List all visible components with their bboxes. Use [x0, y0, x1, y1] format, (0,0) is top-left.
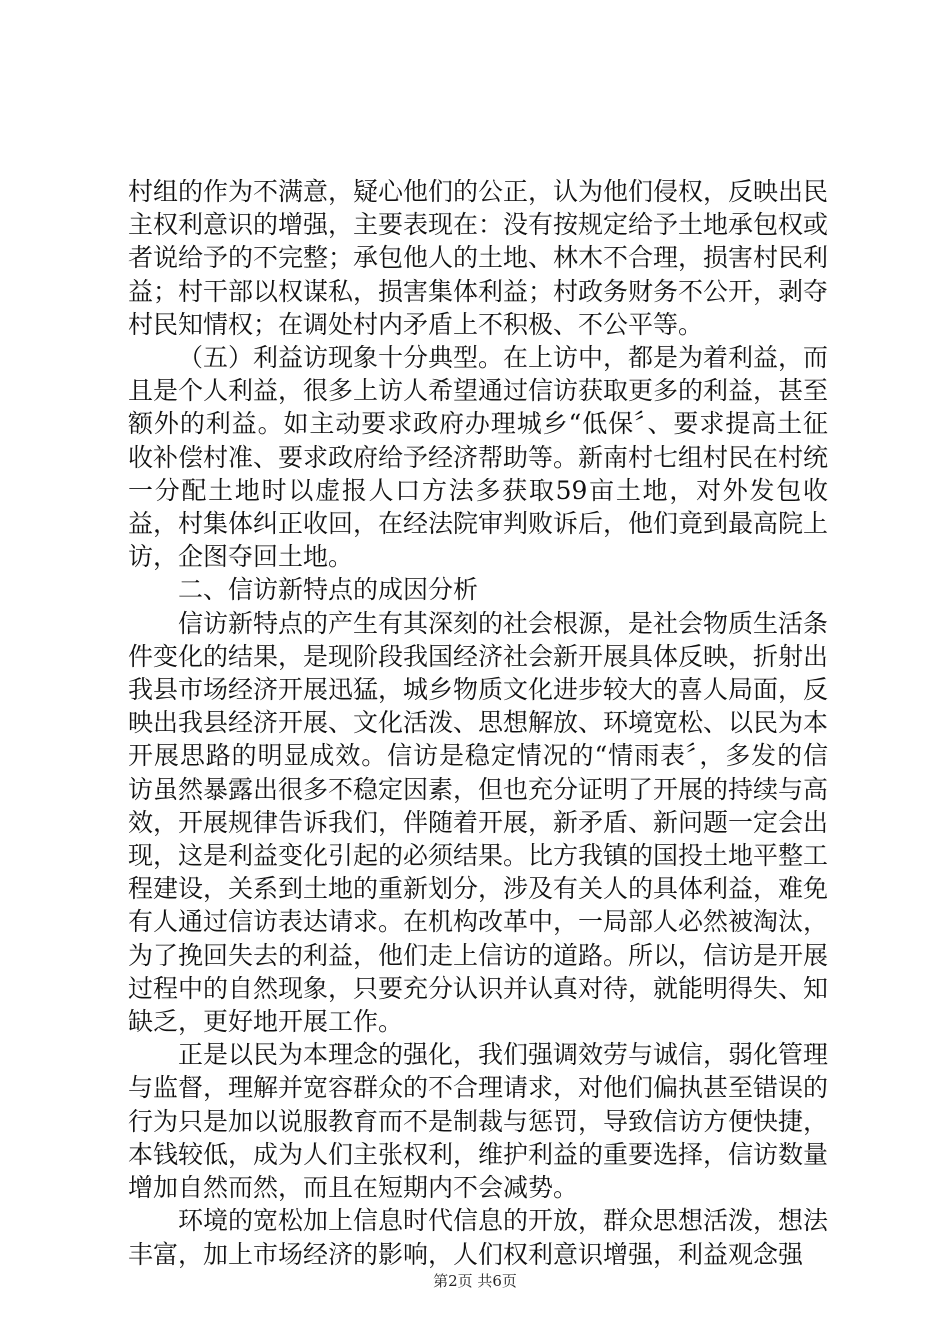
document-body	[128, 175, 828, 1271]
paragraph-people-oriented: 正是以民为本理念的强化，我们强调效劳与诚信，弱化管理与监督，理解并宽容群众的不合理请求，对他们偏执甚至错误的行为只是加以说服教育而不是制裁与惩罚，导致信访方便快捷，本钱较低，成为人们主张权利，维护利益的重要选择，信访数量增加自然而然，而且在短期内不会减势。	[128, 1040, 829, 1203]
page-number-footer: 第2页 共6页	[433, 1272, 517, 1290]
section-heading-cause-analysis: 二、信访新特点的成因分析	[178, 575, 479, 605]
paragraph-continuation: 村组的作为不满意，疑心他们的公正，认为他们侵权，反映出民主权利意识的增强，主要表现在：没有按规定给予土地承包权或者说给予的不完整；承包他人的土地、林木不合理，损害村民利益；村干部以权谋私，损害集体利益；村政务财务不公开，剥夺村民知情权；在调处村内矛盾上不积极、不公平等。	[128, 177, 829, 339]
paragraph-social-roots: 信访新特点的产生有其深刻的社会根源，是社会物质生活条件变化的结果，是现阶段我国经济社会新开展具体反映，折射出我县市场经济开展迅猛，城乡物质文化进步较大的喜人局面，反映出我县经济开展、文化活泼、思想解放、环境宽松、以民为本开展思路的明显成效。信访是稳定情况的“情雨表〞，多发的信访虽然暴露出很多不稳定因素，但也充分证明了开展的持续与高效，开展规律告诉我们，伴随着开展，新矛盾、新问题一定会出现，这是利益变化引起的必须结果。比方我镇的国投土地平整工程建设，关系到土地的重新划分，涉及有关人的具体利益，难免有人通过信访表达请求。在机构改革中，一局部人必然被淘汰，为了挽回失去的利益，他们走上信访的道路。所以，信访是开展过程中的自然现象，只要充分认识并认真对待，就能明得失、知缺乏，更好地开展工作。	[128, 608, 829, 1037]
paragraph-environment: 环境的宽松加上信息时代信息的开放，群众思想活泼，想法丰富，加上市场经济的影响，人们权利意识增强，利益观念强	[128, 1206, 829, 1269]
paragraph-interest-petitions: （五）利益访现象十分典型。在上访中，都是为着利益，而且是个人利益，很多上访人希望通过信访获取更多的利益，甚至额外的利益。如主动要求政府办理城乡“低保〞、要求提高土征收补偿村准、要求政府给予经济帮助等。新南村七组村民在村统一分配土地时以虚报人口方法多获取59亩土地，对外发包收益，村集体纠正收回，在经法院审判败诉后，他们竟到最高院上访，企图夺回土地。	[128, 343, 829, 572]
